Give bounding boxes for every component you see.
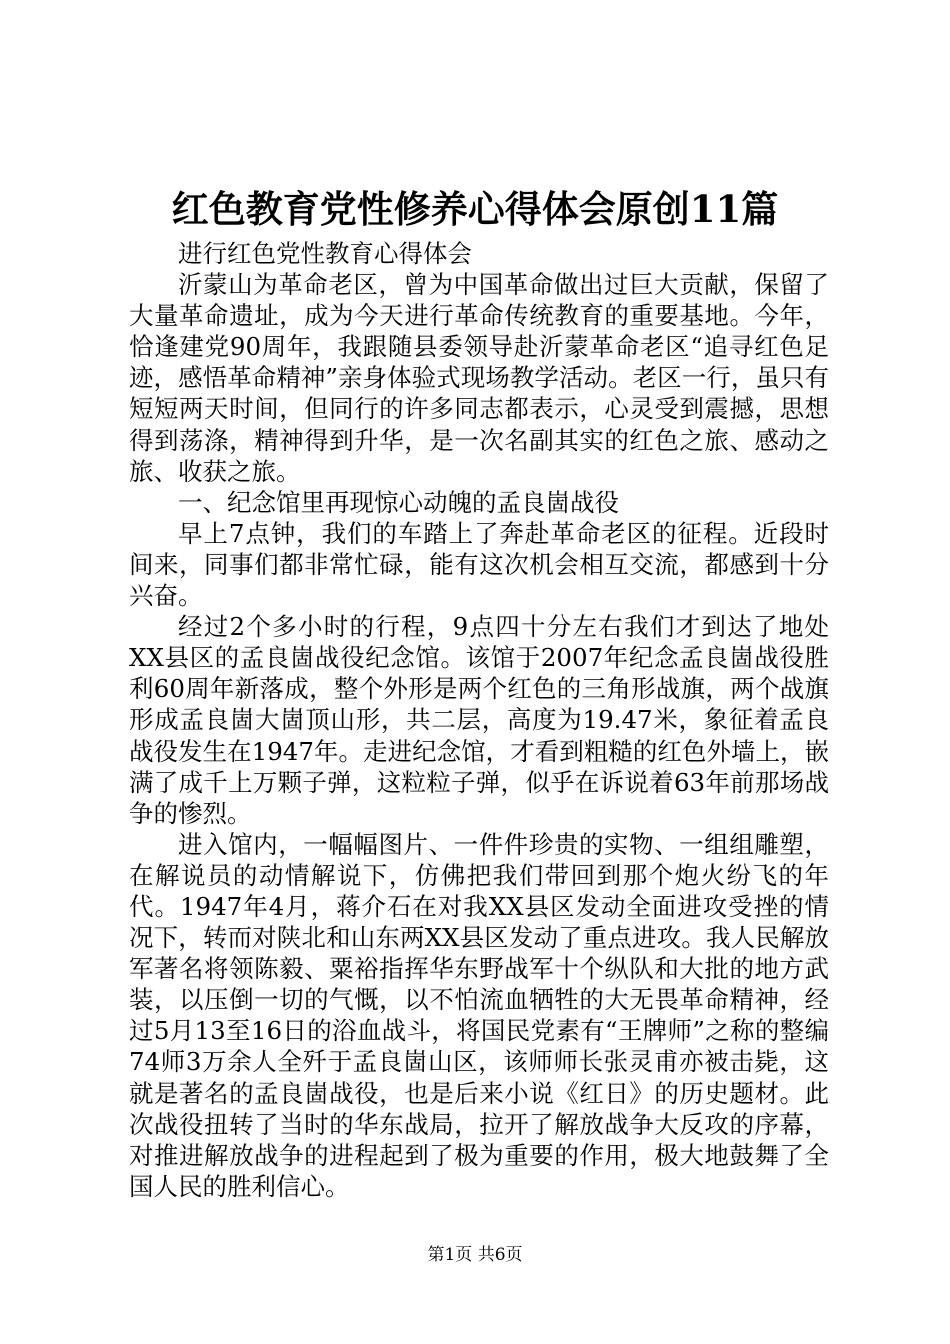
section-heading: 一、纪念馆里再现惊心动魄的孟良崮战役 (178, 487, 619, 517)
document-title: 红色教育党性修养心得体会原创11篇 (171, 187, 779, 231)
page-footer: 第1页 共6页 (427, 1245, 523, 1265)
document-body (129, 238, 829, 1202)
paragraph: 进入馆内，一幅幅图片、一件件珍贵的实物、一组组雕塑，在解说员的动情解说下，仿佛把我们带回到那个炮火纷飞的年代。1947年4月，蒋介石在对我XX县区发动全面进攻受挫的情况下，转而对陕北和山东两XX县区发动了重点进攻。我人民解放军著名将领陈毅、粟裕指挥华东野战军十个纵队和大批的地方武装，以压倒一切的气慨，以不怕流血牺牲的大无畏革命精神，经过5月13至16日的浴血战斗，将国民党素有“王牌师”之称的整编74师3万余人全歼于孟良崮山区，该师师长张灵甫亦被击毙，这就是著名的孟良崮战役，也是后来小说《红日》的历史题材。此次战役扭转了当时的华东战局，拉开了解放战争大反攻的序幕，对推进解放战争的进程起到了极为重要的作用，极大地鼓舞了全国人民的胜利信心。 (129, 829, 829, 1201)
paragraph: 经过2个多小时的行程，9点四十分左右我们才到达了地处XX县区的孟良崮战役纪念馆。该馆于2007年纪念孟良崮战役胜利60周年新落成，整个外形是两个红色的三角形战旗，两个战旗形成孟良崮大崮顶山形，共二层，高度为19.47米，象征着孟良战役发生在1947年。走进纪念馆，才看到粗糙的红色外墙上，嵌满了成千上万颗子弹，这粒粒子弹，似乎在诉说着63年前那场战争的惨烈。 (129, 612, 829, 828)
paragraph: 早上7点钟，我们的车踏上了奔赴革命老区的征程。近段时间来，同事们都非常忙碌，能有这次机会相互交流，都感到十分兴奋。 (129, 518, 829, 611)
section-heading: 进行红色党性教育心得体会 (178, 239, 472, 268)
paragraph: 沂蒙山为革命老区，曾为中国革命做出过巨大贡献，保留了大量革命遗址，成为今天进行革命传统教育的重要基地。今年，恰逢建党90周年，我跟随县委领导赴沂蒙革命老区“追寻红色足迹，感悟革命精神”亲身体验式现场教学活动。老区一行，虽只有短短两天时间，但同行的许多同志都表示，心灵受到震撼，思想得到荡涤，精神得到升华，是一次名副其实的红色之旅、感动之旅、收获之旅。 (129, 270, 829, 486)
